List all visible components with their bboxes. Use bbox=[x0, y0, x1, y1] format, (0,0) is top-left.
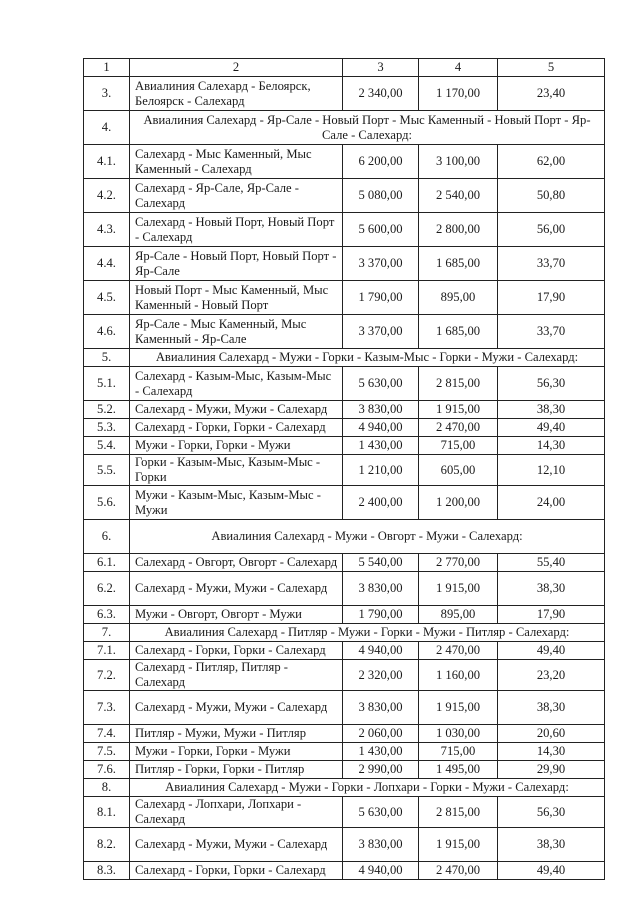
value-col-3: 1 430,00 bbox=[343, 743, 419, 761]
table-row bbox=[84, 797, 605, 828]
route-name: Салехард - Лопхари, Лопхари - Салехард bbox=[130, 797, 343, 828]
table-row bbox=[84, 725, 605, 743]
table-row bbox=[84, 77, 605, 111]
table-row bbox=[84, 145, 605, 179]
section-row bbox=[84, 520, 605, 554]
value-col-4: 2 470,00 bbox=[419, 642, 498, 660]
row-number: 5.6. bbox=[84, 486, 130, 520]
value-col-4: 2 470,00 bbox=[419, 419, 498, 437]
value-col-4: 2 770,00 bbox=[419, 554, 498, 572]
row-number: 4.3. bbox=[84, 213, 130, 247]
value-col-4: 2 470,00 bbox=[419, 862, 498, 880]
section-row bbox=[84, 624, 605, 642]
value-col-4: 2 815,00 bbox=[419, 797, 498, 828]
route-name: Мужи - Горки, Горки - Мужи bbox=[130, 743, 343, 761]
section-row bbox=[84, 779, 605, 797]
tariff-table-body bbox=[84, 59, 605, 880]
value-col-5: 50,80 bbox=[498, 179, 605, 213]
row-number: 6.2. bbox=[84, 572, 130, 606]
route-name: Питляр - Мужи, Мужи - Питляр bbox=[130, 725, 343, 743]
value-col-4: 895,00 bbox=[419, 606, 498, 624]
section-number: 4. bbox=[84, 111, 130, 145]
value-col-5: 38,30 bbox=[498, 828, 605, 862]
value-col-5: 49,40 bbox=[498, 419, 605, 437]
table-row bbox=[84, 554, 605, 572]
route-name: Мужи - Горки, Горки - Мужи bbox=[130, 437, 343, 455]
header-row bbox=[84, 59, 605, 77]
value-col-3: 2 320,00 bbox=[343, 660, 419, 691]
section-title: Авиалиния Салехард - Мужи - Горки - Лопхари - Горки - Мужи - Салехард: bbox=[130, 779, 605, 797]
table-row bbox=[84, 691, 605, 725]
table-row bbox=[84, 437, 605, 455]
value-col-5: 23,20 bbox=[498, 660, 605, 691]
route-name: Салехард - Новый Порт, Новый Порт - Салехард bbox=[130, 213, 343, 247]
row-number: 5.3. bbox=[84, 419, 130, 437]
row-number: 7.3. bbox=[84, 691, 130, 725]
row-number: 7.6. bbox=[84, 761, 130, 779]
value-col-4: 895,00 bbox=[419, 281, 498, 315]
route-name: Салехард - Горки, Горки - Салехард bbox=[130, 862, 343, 880]
value-col-5: 23,40 bbox=[498, 77, 605, 111]
section-number: 6. bbox=[84, 520, 130, 554]
value-col-3: 6 200,00 bbox=[343, 145, 419, 179]
value-col-3: 3 830,00 bbox=[343, 691, 419, 725]
route-name: Салехард - Мужи, Мужи - Салехард bbox=[130, 572, 343, 606]
table-row bbox=[84, 761, 605, 779]
section-title: Авиалиния Салехард - Питляр - Мужи - Горки - Мужи - Питляр - Салехард: bbox=[130, 624, 605, 642]
value-col-3: 3 370,00 bbox=[343, 247, 419, 281]
value-col-4: 1 160,00 bbox=[419, 660, 498, 691]
value-col-4: 1 030,00 bbox=[419, 725, 498, 743]
value-col-5: 49,40 bbox=[498, 642, 605, 660]
route-name: Мужи - Казым-Мыс, Казым-Мыс - Мужи bbox=[130, 486, 343, 520]
value-col-4: 1 685,00 bbox=[419, 247, 498, 281]
route-name: Салехард - Овгорт, Овгорт - Салехард bbox=[130, 554, 343, 572]
value-col-4: 715,00 bbox=[419, 743, 498, 761]
value-col-5: 20,60 bbox=[498, 725, 605, 743]
value-col-4: 2 540,00 bbox=[419, 179, 498, 213]
route-name: Салехард - Питляр, Питляр - Салехард bbox=[130, 660, 343, 691]
route-name: Салехард - Мужи, Мужи - Салехард bbox=[130, 401, 343, 419]
value-col-4: 3 100,00 bbox=[419, 145, 498, 179]
table-row bbox=[84, 828, 605, 862]
value-col-3: 2 060,00 bbox=[343, 725, 419, 743]
row-number: 4.6. bbox=[84, 315, 130, 349]
header-cell-2: 2 bbox=[130, 59, 343, 77]
value-col-5: 24,00 bbox=[498, 486, 605, 520]
header-cell-4: 4 bbox=[419, 59, 498, 77]
value-col-3: 1 210,00 bbox=[343, 455, 419, 486]
value-col-4: 2 815,00 bbox=[419, 367, 498, 401]
value-col-3: 5 540,00 bbox=[343, 554, 419, 572]
value-col-3: 2 990,00 bbox=[343, 761, 419, 779]
table-row bbox=[84, 486, 605, 520]
row-number: 8.3. bbox=[84, 862, 130, 880]
route-name: Салехард - Горки, Горки - Салехард bbox=[130, 642, 343, 660]
route-name: Новый Порт - Мыс Каменный, Мыс Каменный - Новый Порт bbox=[130, 281, 343, 315]
section-number: 5. bbox=[84, 349, 130, 367]
route-name: Авиалиния Салехард - Белоярск, Белоярск - Салехард bbox=[130, 77, 343, 111]
value-col-4: 1 915,00 bbox=[419, 828, 498, 862]
value-col-3: 3 370,00 bbox=[343, 315, 419, 349]
value-col-3: 1 430,00 bbox=[343, 437, 419, 455]
value-col-5: 14,30 bbox=[498, 437, 605, 455]
row-number: 8.1. bbox=[84, 797, 130, 828]
value-col-4: 1 170,00 bbox=[419, 77, 498, 111]
route-name: Яр-Сале - Мыс Каменный, Мыс Каменный - Яр-Сале bbox=[130, 315, 343, 349]
table-row bbox=[84, 642, 605, 660]
value-col-4: 2 800,00 bbox=[419, 213, 498, 247]
value-col-3: 3 830,00 bbox=[343, 828, 419, 862]
value-col-5: 49,40 bbox=[498, 862, 605, 880]
value-col-4: 1 915,00 bbox=[419, 401, 498, 419]
table-row bbox=[84, 247, 605, 281]
header-cell-5: 5 bbox=[498, 59, 605, 77]
tariff-table bbox=[83, 58, 605, 880]
value-col-3: 2 340,00 bbox=[343, 77, 419, 111]
value-col-3: 3 830,00 bbox=[343, 572, 419, 606]
value-col-5: 14,30 bbox=[498, 743, 605, 761]
table-row bbox=[84, 606, 605, 624]
value-col-3: 5 080,00 bbox=[343, 179, 419, 213]
value-col-5: 56,30 bbox=[498, 367, 605, 401]
route-name: Яр-Сале - Новый Порт, Новый Порт - Яр-Сале bbox=[130, 247, 343, 281]
value-col-3: 2 400,00 bbox=[343, 486, 419, 520]
row-number: 7.4. bbox=[84, 725, 130, 743]
row-number: 3. bbox=[84, 77, 130, 111]
row-number: 7.1. bbox=[84, 642, 130, 660]
row-number: 6.1. bbox=[84, 554, 130, 572]
route-name: Горки - Казым-Мыс, Казым-Мыс - Горки bbox=[130, 455, 343, 486]
value-col-4: 1 200,00 bbox=[419, 486, 498, 520]
table-row bbox=[84, 660, 605, 691]
value-col-3: 4 940,00 bbox=[343, 419, 419, 437]
value-col-5: 62,00 bbox=[498, 145, 605, 179]
value-col-4: 1 685,00 bbox=[419, 315, 498, 349]
table-row bbox=[84, 419, 605, 437]
value-col-5: 38,30 bbox=[498, 691, 605, 725]
value-col-5: 33,70 bbox=[498, 315, 605, 349]
value-col-4: 715,00 bbox=[419, 437, 498, 455]
value-col-3: 5 600,00 bbox=[343, 213, 419, 247]
row-number: 7.2. bbox=[84, 660, 130, 691]
row-number: 8.2. bbox=[84, 828, 130, 862]
route-name: Салехард - Мужи, Мужи - Салехард bbox=[130, 691, 343, 725]
route-name: Питляр - Горки, Горки - Питляр bbox=[130, 761, 343, 779]
row-number: 7.5. bbox=[84, 743, 130, 761]
value-col-3: 3 830,00 bbox=[343, 401, 419, 419]
route-name: Салехард - Горки, Горки - Салехард bbox=[130, 419, 343, 437]
row-number: 4.2. bbox=[84, 179, 130, 213]
header-cell-3: 3 bbox=[343, 59, 419, 77]
route-name: Салехард - Казым-Мыс, Казым-Мыс - Салехард bbox=[130, 367, 343, 401]
section-title: Авиалиния Салехард - Яр-Сале - Новый Порт - Мыс Каменный - Новый Порт - Яр-Сале - Салехард: bbox=[130, 111, 605, 145]
value-col-4: 1 915,00 bbox=[419, 691, 498, 725]
section-row bbox=[84, 111, 605, 145]
value-col-3: 4 940,00 bbox=[343, 642, 419, 660]
value-col-5: 56,00 bbox=[498, 213, 605, 247]
row-number: 5.2. bbox=[84, 401, 130, 419]
section-title: Авиалиния Салехард - Мужи - Горки - Казым-Мыс - Горки - Мужи - Салехард: bbox=[130, 349, 605, 367]
section-number: 7. bbox=[84, 624, 130, 642]
value-col-5: 56,30 bbox=[498, 797, 605, 828]
value-col-5: 12,10 bbox=[498, 455, 605, 486]
table-row bbox=[84, 401, 605, 419]
value-col-5: 17,90 bbox=[498, 281, 605, 315]
route-name: Салехард - Мужи, Мужи - Салехард bbox=[130, 828, 343, 862]
header-cell-1: 1 bbox=[84, 59, 130, 77]
value-col-5: 38,30 bbox=[498, 572, 605, 606]
table-row bbox=[84, 213, 605, 247]
value-col-4: 1 915,00 bbox=[419, 572, 498, 606]
row-number: 5.1. bbox=[84, 367, 130, 401]
table-row bbox=[84, 179, 605, 213]
value-col-4: 1 495,00 bbox=[419, 761, 498, 779]
value-col-3: 1 790,00 bbox=[343, 281, 419, 315]
value-col-5: 38,30 bbox=[498, 401, 605, 419]
table-row bbox=[84, 455, 605, 486]
value-col-5: 29,90 bbox=[498, 761, 605, 779]
value-col-5: 17,90 bbox=[498, 606, 605, 624]
section-number: 8. bbox=[84, 779, 130, 797]
section-row bbox=[84, 349, 605, 367]
value-col-3: 5 630,00 bbox=[343, 797, 419, 828]
table-row bbox=[84, 367, 605, 401]
table-row bbox=[84, 315, 605, 349]
table-row bbox=[84, 743, 605, 761]
route-name: Салехард - Яр-Сале, Яр-Сале - Салехард bbox=[130, 179, 343, 213]
route-name: Салехард - Мыс Каменный, Мыс Каменный - Салехард bbox=[130, 145, 343, 179]
table-row bbox=[84, 862, 605, 880]
route-name: Мужи - Овгорт, Овгорт - Мужи bbox=[130, 606, 343, 624]
value-col-5: 33,70 bbox=[498, 247, 605, 281]
row-number: 4.5. bbox=[84, 281, 130, 315]
value-col-3: 1 790,00 bbox=[343, 606, 419, 624]
row-number: 4.1. bbox=[84, 145, 130, 179]
value-col-4: 605,00 bbox=[419, 455, 498, 486]
value-col-3: 5 630,00 bbox=[343, 367, 419, 401]
table-row bbox=[84, 572, 605, 606]
row-number: 4.4. bbox=[84, 247, 130, 281]
row-number: 6.3. bbox=[84, 606, 130, 624]
value-col-3: 4 940,00 bbox=[343, 862, 419, 880]
table-row bbox=[84, 281, 605, 315]
row-number: 5.4. bbox=[84, 437, 130, 455]
value-col-5: 55,40 bbox=[498, 554, 605, 572]
section-title: Авиалиния Салехард - Мужи - Овгорт - Мужи - Салехард: bbox=[130, 520, 605, 554]
row-number: 5.5. bbox=[84, 455, 130, 486]
